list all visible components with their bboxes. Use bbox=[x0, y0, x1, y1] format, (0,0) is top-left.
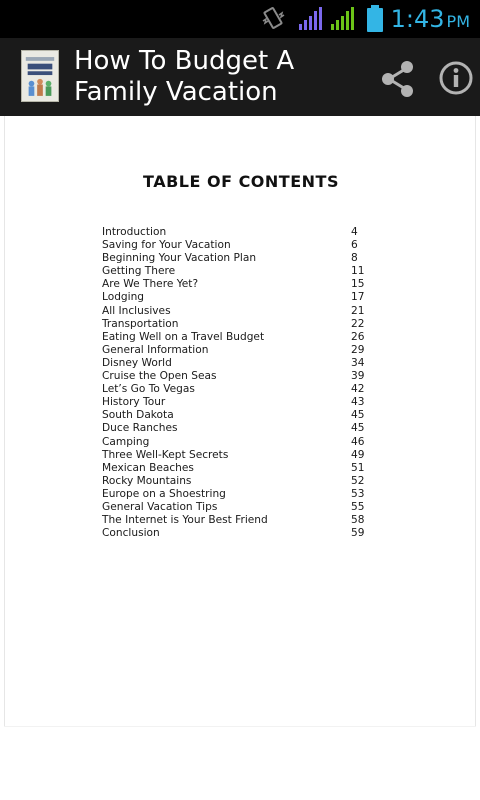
toc-entry[interactable] bbox=[102, 383, 382, 396]
toc-entry-title: The Internet is Your Best Friend bbox=[102, 514, 268, 527]
toc-entry-title: History Tour bbox=[102, 396, 166, 409]
toc-entry-page: 17 bbox=[351, 291, 365, 304]
toc-heading: TABLE OF CONTENTS bbox=[143, 172, 339, 191]
toc-entry[interactable] bbox=[102, 422, 382, 435]
toc-entry-title: Let’s Go To Vegas bbox=[102, 383, 195, 396]
toc-entry-title: General Information bbox=[102, 343, 209, 356]
toc-entry-page: 55 bbox=[351, 500, 365, 513]
status-bar bbox=[0, 0, 480, 38]
toc-entry[interactable] bbox=[102, 409, 382, 422]
toc-entry-title: Transportation bbox=[102, 317, 179, 330]
action-bar bbox=[0, 38, 480, 116]
toc-entry-title: Rocky Mountains bbox=[102, 474, 192, 487]
toc-entry-title: Europe on a Shoestring bbox=[102, 487, 226, 500]
toc-entry-title: Duce Ranches bbox=[102, 422, 178, 435]
toc-entry[interactable] bbox=[102, 305, 382, 318]
toc-entry-title: Introduction bbox=[102, 226, 167, 238]
toc-entry[interactable] bbox=[102, 462, 382, 475]
toc-entry-page: 46 bbox=[351, 435, 365, 448]
toc-entry-page: 21 bbox=[351, 304, 365, 317]
toc-entry[interactable] bbox=[102, 226, 382, 239]
toc-entry-title: Eating Well on a Travel Budget bbox=[102, 330, 265, 343]
vibrate-icon bbox=[260, 6, 286, 32]
toc-entry[interactable] bbox=[102, 357, 382, 370]
toc-entry-title: Cruise the Open Seas bbox=[102, 370, 217, 383]
toc-entry[interactable] bbox=[102, 449, 382, 462]
battery-icon bbox=[366, 5, 384, 33]
app-title: How To Budget A Family Vacation bbox=[74, 46, 295, 107]
toc-entry-page: 52 bbox=[351, 474, 365, 487]
toc-entry[interactable] bbox=[102, 488, 382, 501]
status-clock: 1:43 PM bbox=[390, 5, 470, 33]
toc-entry-title: General Vacation Tips bbox=[102, 500, 218, 513]
document-viewer[interactable] bbox=[0, 116, 480, 800]
share-button[interactable] bbox=[376, 56, 420, 100]
toc-entry-title: Camping bbox=[102, 435, 150, 448]
toc-entry[interactable] bbox=[102, 527, 382, 540]
share-icon bbox=[376, 56, 420, 100]
info-button[interactable] bbox=[434, 56, 478, 100]
toc-entry-page: 59 bbox=[351, 527, 365, 540]
toc-entry[interactable] bbox=[102, 396, 382, 409]
toc-entry-title: Conclusion bbox=[102, 527, 160, 540]
toc-entry[interactable] bbox=[102, 370, 382, 383]
toc-entry-page: 45 bbox=[351, 422, 365, 435]
toc-entry-page: 51 bbox=[351, 461, 365, 474]
toc-entry[interactable] bbox=[102, 265, 382, 278]
toc-entry-title: Mexican Beaches bbox=[102, 461, 194, 474]
toc-list bbox=[102, 226, 382, 540]
toc-entry-page: 26 bbox=[351, 330, 365, 343]
toc-entry-title: Getting There bbox=[102, 265, 176, 278]
toc-entry-page: 43 bbox=[351, 396, 365, 409]
toc-entry[interactable] bbox=[102, 318, 382, 331]
toc-entry-page: 4 bbox=[351, 226, 358, 238]
info-icon bbox=[434, 56, 478, 100]
toc-entry-title: Three Well-Kept Secrets bbox=[102, 448, 229, 461]
toc-entry[interactable] bbox=[102, 239, 382, 252]
toc-entry-title: Beginning Your Vacation Plan bbox=[102, 252, 257, 265]
toc-entry[interactable] bbox=[102, 331, 382, 344]
toc-entry-page: 15 bbox=[351, 278, 365, 291]
toc-entry-page: 29 bbox=[351, 343, 365, 356]
toc-entry-page: 6 bbox=[351, 239, 358, 252]
app-icon[interactable] bbox=[21, 50, 59, 102]
toc-entry-title: Disney World bbox=[102, 356, 172, 369]
toc-entry-page: 11 bbox=[351, 265, 365, 278]
toc-entry-title: Lodging bbox=[102, 291, 145, 304]
toc-entry[interactable] bbox=[102, 344, 382, 357]
toc-entry-page: 53 bbox=[351, 487, 365, 500]
document-page bbox=[4, 116, 476, 726]
toc-entry[interactable] bbox=[102, 501, 382, 514]
toc-entry-page: 49 bbox=[351, 448, 365, 461]
cell-signal-icon bbox=[330, 6, 356, 30]
toc-entry[interactable] bbox=[102, 291, 382, 304]
toc-entry-page: 58 bbox=[351, 514, 365, 527]
toc-entry-page: 8 bbox=[351, 252, 358, 265]
toc-entry[interactable] bbox=[102, 252, 382, 265]
toc-entry[interactable] bbox=[102, 514, 382, 527]
toc-entry-title: All Inclusives bbox=[102, 304, 171, 317]
toc-entry-page: 42 bbox=[351, 383, 365, 396]
toc-entry-page: 22 bbox=[351, 317, 365, 330]
toc-entry[interactable] bbox=[102, 278, 382, 291]
toc-entry[interactable] bbox=[102, 475, 382, 488]
toc-entry-title: South Dakota bbox=[102, 409, 174, 422]
toc-entry-page: 45 bbox=[351, 409, 365, 422]
toc-entry-page: 39 bbox=[351, 370, 365, 383]
toc-entry-title: Are We There Yet? bbox=[102, 278, 199, 291]
wifi-signal-icon bbox=[298, 6, 324, 30]
toc-entry-page: 34 bbox=[351, 356, 365, 369]
toc-entry-title: Saving for Your Vacation bbox=[102, 239, 231, 252]
toc-entry[interactable] bbox=[102, 436, 382, 449]
